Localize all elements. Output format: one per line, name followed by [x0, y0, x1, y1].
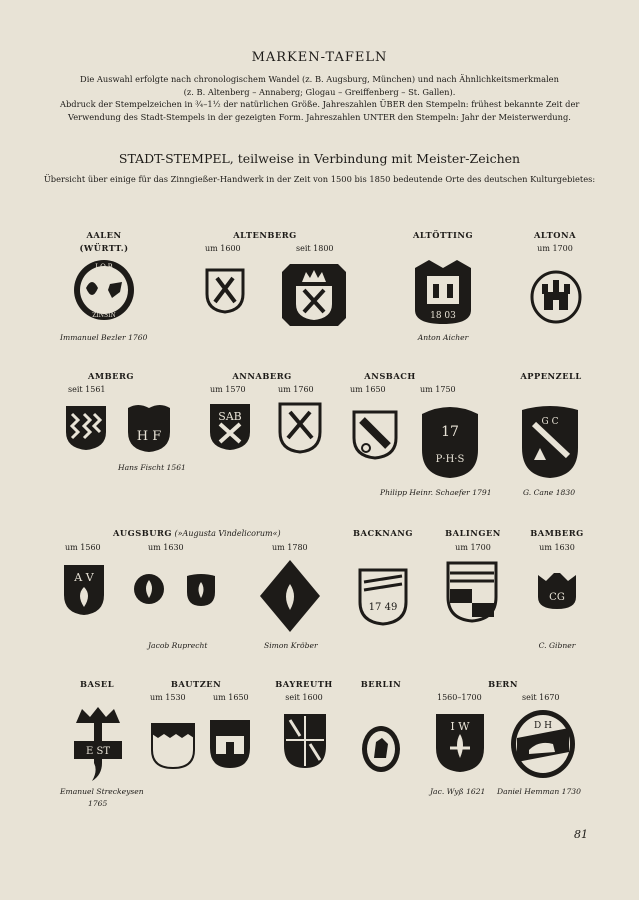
- city-note-augsburg: (»Augusta Vindelicorum«): [174, 529, 281, 538]
- stamp-bautzen-2: [208, 718, 252, 770]
- city-amberg: AMBERG: [88, 371, 134, 381]
- stamp-altenberg-1600: [205, 268, 245, 314]
- master-altoetting: Anton Aicher: [417, 333, 469, 342]
- year-augsburg-2: um 1630: [148, 543, 184, 552]
- year-bautzen-1: um 1530: [150, 693, 186, 702]
- master-basel-1: Emanuel Streckeysen: [60, 787, 144, 796]
- year-annaberg-1: um 1570: [210, 385, 246, 394]
- year-bautzen-2: um 1650: [213, 693, 249, 702]
- city-balingen: BALINGEN: [445, 528, 501, 538]
- year-ansbach-2: um 1750: [420, 385, 456, 394]
- intro-line: Verwendung des Stadt-Stempels in der gezeigten Form. Jahreszahlen UNTER den Stempeln: Jahr der Meisterwerdung.: [68, 111, 571, 122]
- stamp-augsburg-4: [258, 558, 322, 634]
- stamp-basel: [70, 705, 126, 783]
- stamp-bautzen-1: [150, 722, 196, 770]
- master-ansbach: Philipp Heinr. Schaefer 1791: [380, 488, 492, 497]
- master-augsburg-2: Simon Kröber: [264, 641, 318, 650]
- page-number: 81: [574, 828, 588, 841]
- year-bayreuth: seit 1600: [285, 693, 323, 702]
- stamp-text: D H: [534, 721, 552, 731]
- year-amberg: seit 1561: [68, 385, 106, 394]
- stamp-amberg-2: [126, 402, 172, 454]
- stamp-berlin: [360, 724, 402, 774]
- stamp-text: I W: [450, 720, 470, 733]
- year-bern-1: 1560–1700: [437, 693, 482, 702]
- year-altona: um 1700: [537, 244, 573, 253]
- stamp-text: ZINSIN: [92, 312, 116, 319]
- stamp-text: SAB: [218, 410, 242, 423]
- stamp-augsburg-2: [133, 572, 165, 606]
- city-aalen: AALEN: [86, 230, 122, 240]
- stamp-backnang: [358, 568, 408, 626]
- city-note-aalen: (WÜRTT.): [79, 243, 129, 253]
- year-bamberg: um 1630: [539, 543, 575, 552]
- stamp-text: H F: [136, 429, 162, 444]
- stamp-altona: [530, 270, 582, 324]
- intro-line: Die Auswahl erfolgte nach chronologischem Wandel (z. B. Augsburg, München) und nach Ähnlichkeitsmerkmalen: [80, 74, 559, 84]
- city-altenberg: ALTENBERG: [233, 230, 297, 240]
- city-berlin: BERLIN: [360, 679, 402, 689]
- svg-text:17: 17: [441, 424, 459, 440]
- year-annaberg-2: um 1760: [278, 385, 314, 394]
- stamp-text: A V: [74, 571, 94, 584]
- stamp-text: G C: [541, 417, 559, 427]
- city-annaberg: ANNABERG: [232, 371, 292, 381]
- stamp-ansbach-2: [418, 400, 482, 480]
- stamp-augsburg-1: [62, 563, 106, 617]
- stamp-text: E ST: [86, 746, 110, 757]
- master-basel-2: 1765: [88, 799, 108, 808]
- city-augsburg: AUGSBURG: [113, 528, 172, 538]
- stamp-bayreuth: [282, 712, 328, 770]
- stamp-text: CG: [549, 592, 565, 603]
- stamp-text: 18 03: [430, 311, 456, 321]
- stamp-balingen: [446, 561, 498, 623]
- stamp-text: P·H·S: [435, 454, 465, 465]
- stamp-annaberg-2: [278, 402, 322, 454]
- stamp-bamberg: [536, 571, 578, 611]
- stamp-aalen: [72, 258, 136, 322]
- page-title: MARKEN-TAFELN: [251, 50, 388, 65]
- year-altenberg-1: um 1600: [205, 244, 241, 253]
- intro-line: Abdruck der Stempelzeichen in ¾–1½ der natürlichen Größe. Jahreszahlen ÜBER den Stempeln: frühest bekannte Zeit der: [60, 99, 580, 109]
- stamp-annaberg-1: [208, 402, 252, 452]
- year-augsburg-3: um 1780: [272, 543, 308, 552]
- stamp-bern-2: [509, 708, 577, 780]
- section-subtitle: STADT-STEMPEL, teilweise in Verbindung mit Meister-Zeichen: [118, 151, 521, 166]
- year-bern-2: seit 1670: [522, 693, 560, 702]
- stamp-bern-1: [434, 712, 486, 774]
- city-bayreuth: BAYREUTH: [275, 679, 333, 689]
- master-aalen: Immanuel Bezler 1760: [60, 333, 148, 342]
- year-balingen: um 1700: [455, 543, 491, 552]
- stamp-amberg-1: [64, 404, 108, 452]
- year-augsburg-1: um 1560: [65, 543, 101, 552]
- master-augsburg-1: Jacob Ruprecht: [148, 641, 208, 650]
- city-basel: BASEL: [79, 679, 115, 689]
- master-amberg: Hans Fischt 1561: [118, 463, 186, 472]
- stamp-augsburg-3: [185, 572, 217, 608]
- master-appenzell: G. Cane 1830: [522, 488, 576, 497]
- year-altenberg-2: seit 1800: [296, 244, 334, 253]
- overview-text: Übersicht über einige für das Zinngießer-Handwerk in der Zeit von 1500 bis 1850 bedeutende Orte des deutschen Kulturgebietes:: [43, 174, 596, 184]
- year-ansbach-1: um 1650: [350, 385, 386, 394]
- city-appenzell: APPENZELL: [520, 371, 582, 381]
- city-altona: ALTONA: [533, 230, 577, 240]
- master-bern-2: Daniel Hemman 1730: [497, 787, 581, 796]
- intro-text: [60, 73, 579, 123]
- stamp-appenzell: [518, 402, 582, 480]
- stamp-altenberg-1800: [280, 262, 348, 328]
- city-augsburg-label: [113, 528, 281, 538]
- stamp-ansbach-1: [352, 410, 398, 460]
- city-backnang: BACKNANG: [353, 528, 413, 538]
- city-bautzen: BAUTZEN: [170, 679, 222, 689]
- intro-line: (z. B. Altenberg – Annaberg; Glogau – Greiffenberg – St. Gallen).: [183, 86, 456, 97]
- master-bern-1: Jac. Wyß 1621: [430, 787, 486, 796]
- city-altoetting: ALTÖTTING: [412, 230, 474, 240]
- master-bamberg: C. Gibner: [538, 641, 576, 650]
- stamp-text: I.O.B: [95, 263, 113, 271]
- city-bern: BERN: [488, 679, 518, 689]
- city-bamberg: BAMBERG: [530, 528, 584, 538]
- stamp-altoetting: [411, 258, 475, 326]
- stamp-text: 17 49: [368, 602, 398, 613]
- city-ansbach: ANSBACH: [364, 371, 416, 381]
